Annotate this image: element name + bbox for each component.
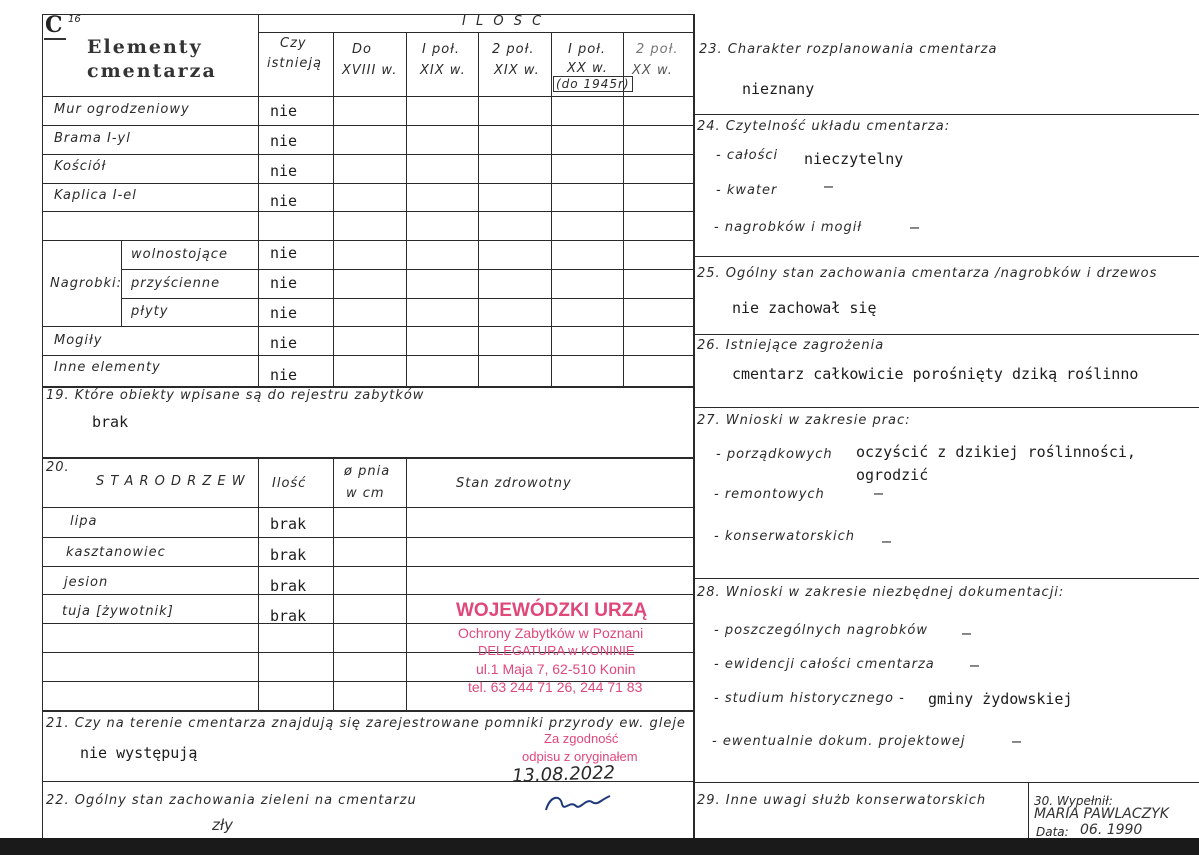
s20-ilosc: Ilość <box>272 476 307 491</box>
s20-num: 20. <box>46 460 70 475</box>
nagrobki-label: Nagrobki: <box>50 276 123 291</box>
period-5-l1: 2 poł. <box>636 42 679 57</box>
s19-label: 19. Które obiekty wpisane są do rejestru zabytków <box>46 388 425 403</box>
s23-label: 23. Charakter rozplanowania cmentarza <box>699 42 998 57</box>
period-3-l2: XIX w. <box>494 63 540 78</box>
s19-value: brak <box>92 413 129 431</box>
signature-mark <box>540 790 620 818</box>
row-value: nie <box>270 274 298 292</box>
s23-value: nieznany <box>742 80 815 98</box>
tree-value: brak <box>270 577 307 595</box>
tree-name: tuja [żywotnik] <box>62 604 174 619</box>
s24-nagrobkow: - nagrobków i mogił <box>714 220 863 235</box>
s27-porz: - porządkowych <box>716 447 833 462</box>
s26-value: cmentarz całkowicie porośnięty dziką roślinno <box>732 365 1139 383</box>
s24-label: 24. Czytelność układu cmentarza: <box>697 119 951 134</box>
row-label: Mur ogrodzeniowy <box>54 102 190 117</box>
period-1-l1: Do <box>352 42 372 57</box>
row-value: nie <box>270 244 298 262</box>
row-label: Brama I-yl <box>54 131 131 146</box>
row-value: nie <box>270 162 298 180</box>
col-line <box>258 14 259 386</box>
exists-header-2: istnieją <box>267 56 322 71</box>
s28-a: - poszczególnych nagrobków <box>714 623 928 638</box>
s28-d-value: — <box>1012 732 1022 750</box>
center-divider <box>693 14 695 839</box>
s27-rem: - remontowych <box>714 487 825 502</box>
s25-value: nie zachował się <box>732 299 877 317</box>
s28-a-value: — <box>962 624 972 642</box>
row-label: Kaplica I-el <box>54 188 137 203</box>
s24-calosci-value: nieczytelny <box>804 150 904 168</box>
exists-header-1: Czy <box>280 36 307 51</box>
s28-b: - ewidencji całości cmentarza <box>714 657 935 672</box>
left-border <box>42 14 43 839</box>
period-4-l3: (do 1945r) <box>553 76 633 92</box>
s27-kons-value: — <box>882 532 892 550</box>
row-line <box>258 32 693 33</box>
s22-value: zły <box>212 816 234 834</box>
tree-value: brak <box>270 607 307 625</box>
bottom-edge <box>0 838 1199 855</box>
s20-pnia-1: ø pnia <box>344 464 391 479</box>
row-label: przyścienne <box>131 276 221 291</box>
period-5-l2: XX w. <box>632 63 673 78</box>
period-4-l1: I poł. <box>568 42 607 57</box>
s28-c: - studium historycznego - <box>714 691 905 706</box>
tree-name: kasztanowiec <box>66 545 166 560</box>
col-line <box>406 32 407 386</box>
row-label: wolnostojące <box>131 247 228 262</box>
s27-porz-value-1: oczyścić z dzikiej roślinności, <box>856 443 1136 461</box>
s24-kwater-value: — <box>824 177 834 195</box>
tree-name: jesion <box>64 575 109 590</box>
s28-d: - ewentualnie dokum. projektowej <box>712 734 966 749</box>
section-number: 16 <box>68 14 81 25</box>
s21-label: 21. Czy na terenie cmentarza znajdują się zarejestrowane pomniki przyrody ew. gleje <box>46 716 686 731</box>
s30-data-value: 06. 1990 <box>1080 822 1143 838</box>
s22-label: 22. Ogólny stan zachowania zieleni na cmentarzu <box>46 793 417 808</box>
row-label: Mogiły <box>54 333 103 348</box>
s20-title: S T A R O D R Z E W <box>96 474 246 489</box>
top-border <box>42 14 693 15</box>
s20-pnia-2: w cm <box>346 486 385 501</box>
s29-label: 29. Inne uwagi służb konserwatorskich <box>697 793 987 808</box>
tree-value: brak <box>270 546 307 564</box>
section-letter: C <box>45 12 63 38</box>
row-label: płyty <box>131 304 169 319</box>
row-value: nie <box>270 304 298 322</box>
s24-kwater: - kwater <box>716 183 778 198</box>
s28-c-value: gminy żydowskiej <box>928 690 1073 708</box>
row-label: Inne elementy <box>54 360 161 375</box>
tree-name: lipa <box>70 514 98 529</box>
s27-rem-value: — <box>874 484 884 502</box>
s27-kons: - konserwatorskich <box>714 529 855 544</box>
s20-stan: Stan zdrowotny <box>456 476 572 491</box>
title-line1: Elementy <box>87 36 203 58</box>
s30-data-label: Data: <box>1036 825 1069 839</box>
period-2-l1: I poł. <box>422 42 461 57</box>
s28-label: 28. Wnioski w zakresie niezbędnej dokumentacji: <box>697 585 1065 600</box>
s25-label: 25. Ogólny stan zachowania cmentarza /nagrobków i drzewos <box>697 266 1158 281</box>
title-line2: cmentarza <box>87 60 217 82</box>
s24-calosci: - całości <box>716 148 779 163</box>
period-3-l1: 2 poł. <box>492 42 535 57</box>
tree-value: brak <box>270 515 307 533</box>
s21-value: nie występują <box>80 744 198 762</box>
row-value: nie <box>270 366 298 384</box>
period-2-l2: XIX w. <box>420 63 466 78</box>
section-underline <box>44 38 66 40</box>
period-1-l2: XVIII w. <box>342 63 398 78</box>
s28-b-value: — <box>970 656 980 674</box>
s26-label: 26. Istniejące zagrożenia <box>697 338 885 353</box>
row-value: nie <box>270 334 298 352</box>
col-line <box>333 32 334 386</box>
s27-label: 27. Wnioski w zakresie prac: <box>697 413 911 428</box>
s24-nagrobkow-value: — <box>910 218 920 236</box>
s27-porz-value-2: ogrodzić <box>856 466 929 484</box>
row-value: nie <box>270 102 298 120</box>
col-line <box>478 32 479 386</box>
ilosc-header: I L O S C <box>462 14 545 29</box>
row-value: nie <box>270 192 298 210</box>
s30-label: 30. Wypełnił: <box>1034 794 1113 808</box>
period-4-l2: XX w. <box>567 61 608 76</box>
s30-name: MARIA PAWLACZYK <box>1034 806 1169 822</box>
row-label: Kościół <box>54 159 107 174</box>
row-value: nie <box>270 132 298 150</box>
col-line <box>551 32 552 386</box>
